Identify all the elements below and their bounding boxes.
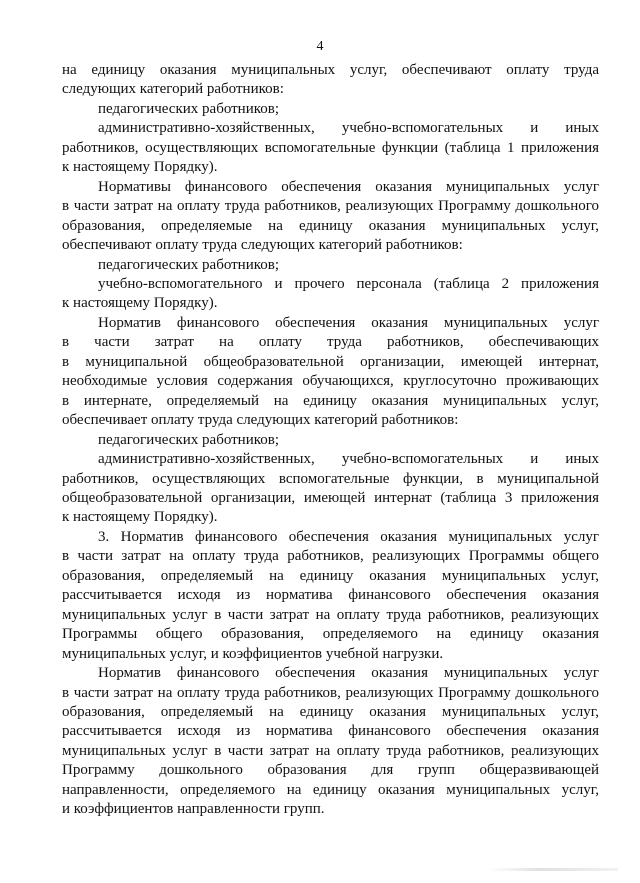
text-line: в части затрат на оплату труда работников, обеспечивающих: [62, 334, 599, 351]
text-line: обеспечивает оплату труда следующих категорий работников:: [62, 412, 459, 429]
text-line: учебно-вспомогательного и прочего персонала (таблица 2 приложения: [98, 275, 599, 292]
text-line: Норматив финансового обеспечения оказания муниципальных услуг: [98, 665, 599, 682]
text-line: образования, определяемый на единицу оказания муниципальных услуг,: [62, 703, 599, 720]
text-line: к настоящему Порядку).: [62, 159, 218, 176]
text-line: в муниципальной общеобразовательной организации, имеющей интернат,: [62, 353, 599, 370]
text-line: рассчитывается исходя из норматива финансового обеспечения оказания: [62, 587, 599, 604]
text-line: образования, определяемый на единицу оказания муниципальных услуг,: [62, 567, 599, 584]
text-line: в интернате, определяемый на единицу оказания муниципальных услуг,: [62, 392, 599, 409]
text-line: Норматив финансового обеспечения оказания муниципальных услуг: [98, 314, 599, 331]
document-body: [62, 61, 599, 820]
text-line: педагогических работников;: [98, 431, 280, 448]
text-line: Программы общего образования, определяемого на единицу оказания: [62, 626, 599, 643]
text-line: следующих категорий работников:: [62, 81, 284, 98]
scan-artifact: [488, 868, 618, 871]
text-line: необходимые условия содержания обучающихся, круглосуточно проживающих: [62, 373, 599, 390]
text-line: работников, осуществляющих вспомогательные функции, в муниципальной: [62, 470, 599, 487]
text-line: административно-хозяйственных, учебно-вспомогательных и иных: [98, 120, 599, 137]
text-line: в части затрат на оплату труда работников, реализующих Программу дошкольного: [62, 684, 599, 701]
text-line: Программу дошкольного образования для групп общеразвивающей: [62, 762, 599, 779]
text-line: муниципальных услуг, и коэффициентов учебной нагрузки.: [62, 645, 444, 662]
text-line: в части затрат на оплату труда работников, реализующих Программу дошкольного: [62, 198, 599, 215]
text-line: направленности, определяемого на единицу оказания муниципальных услуг,: [62, 781, 599, 798]
text-line: педагогических работников;: [98, 100, 280, 117]
text-line: работников, осуществляющих вспомогательные функции (таблица 1 приложения: [62, 139, 599, 156]
text-line: и коэффициентов направленности групп.: [62, 801, 325, 818]
text-line: муниципальных услуг в части затрат на оплату труда работников, реализующих: [62, 606, 599, 623]
text-line: 3. Норматив финансового обеспечения оказания муниципальных услуг: [98, 528, 599, 545]
text-line: муниципальных услуг в части затрат на оплату труда работников, реализующих: [62, 742, 599, 759]
page-number: 4: [316, 39, 324, 54]
text-line: педагогических работников;: [98, 256, 280, 273]
text-line: на единицу оказания муниципальных услуг, обеспечивают оплату труда: [62, 62, 599, 78]
text-line: образования, определяемые на единицу оказания муниципальных услуг,: [62, 217, 599, 234]
text-line: в части затрат на оплату труда работников, реализующих Программы общего: [62, 548, 599, 565]
text-line: административно-хозяйственных, учебно-вспомогательных и иных: [98, 451, 599, 468]
text-line: к настоящему Порядку).: [62, 295, 218, 312]
text-line: Нормативы финансового обеспечения оказания муниципальных услуг: [98, 178, 599, 195]
text-line: рассчитывается исходя из норматива финансового обеспечения оказания: [62, 723, 599, 740]
text-line: обеспечивают оплату труда следующих категорий работников:: [62, 237, 463, 254]
text-line: к настоящему Порядку).: [62, 509, 218, 526]
text-line: общеобразовательной организации, имеющей интернат (таблица 3 приложения: [62, 489, 599, 506]
